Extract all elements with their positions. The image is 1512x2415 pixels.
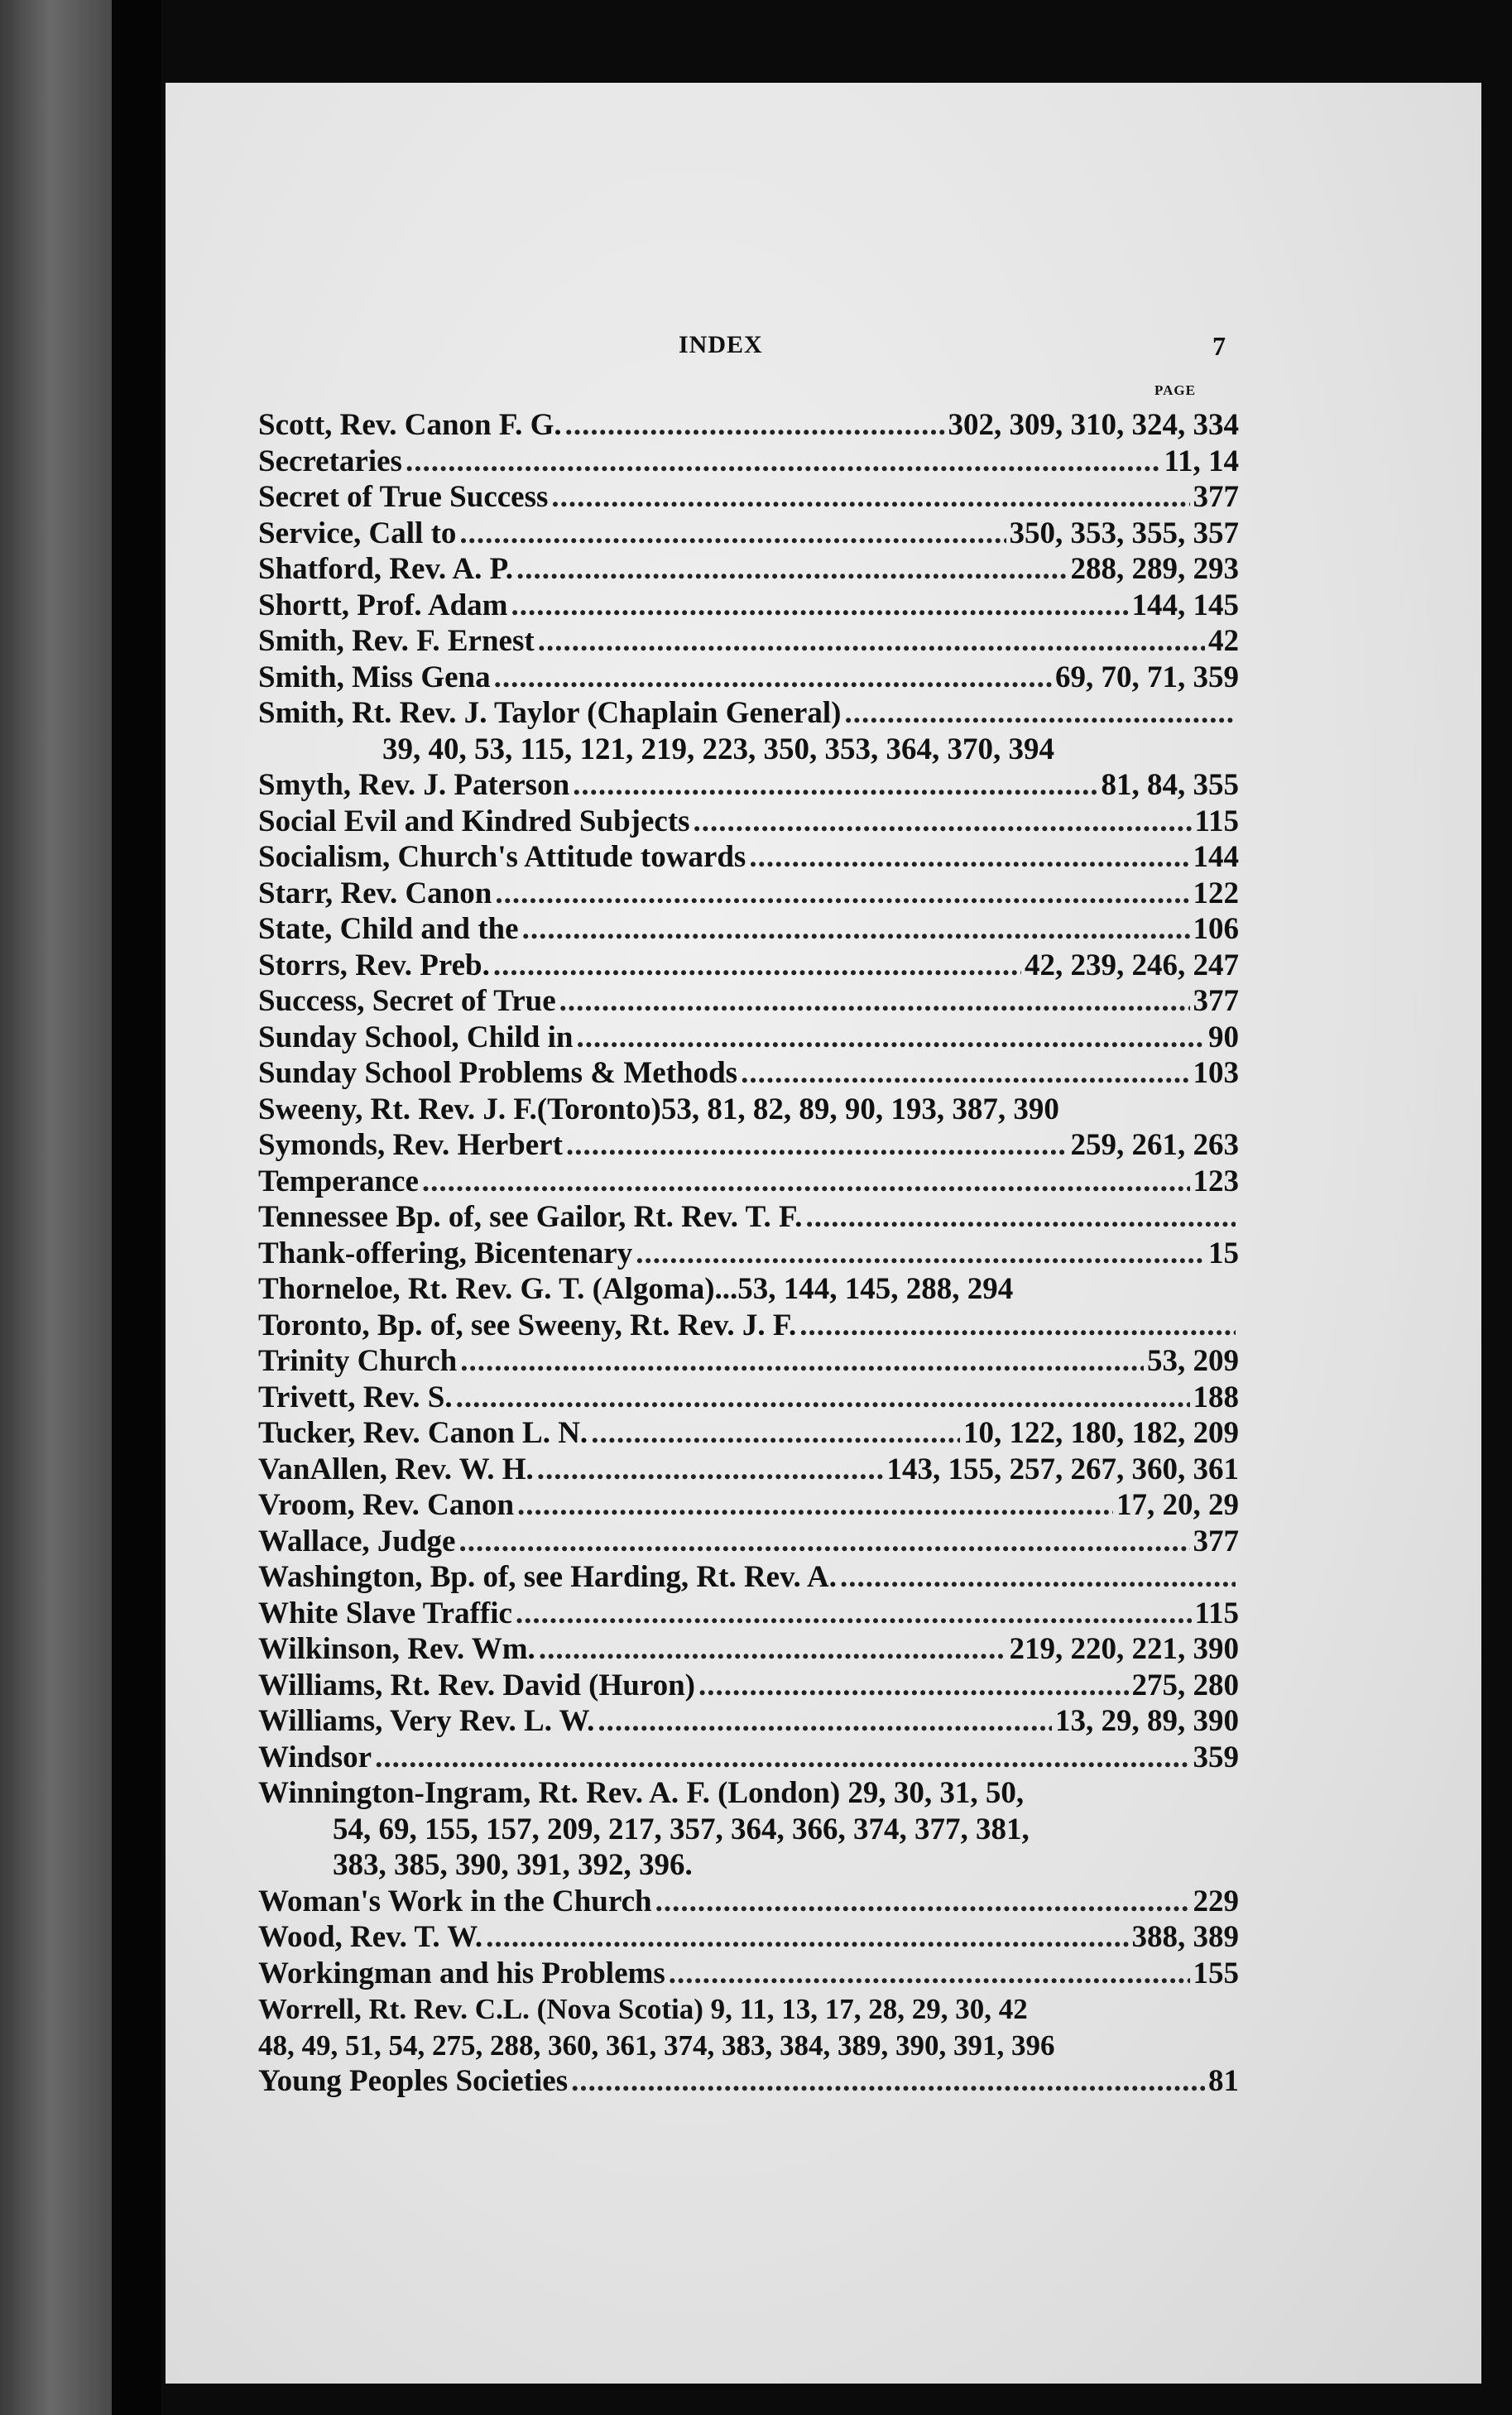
page-column-label: PAGE [1154, 382, 1196, 398]
index-entry [258, 876, 1239, 912]
index-entry [258, 1308, 1239, 1344]
entry-pages: 219, 220, 221, 390 [1009, 1632, 1239, 1666]
page-title: INDEX [679, 331, 763, 358]
index-entry-full: Sweeny, Rt. Rev. J. F.(Toronto)53, 81, 82, 89, 90, 193, 387, 390 [258, 1092, 1059, 1126]
entry-pages: 15 [1208, 1236, 1239, 1270]
entry-pages: 350, 353, 355, 357 [1009, 516, 1239, 550]
entry-pages: 155 [1193, 1956, 1239, 1990]
index-entry [258, 1524, 1239, 1560]
index-entry [258, 1415, 1239, 1452]
index-entry [258, 1596, 1239, 1632]
index-entry [258, 1199, 1239, 1236]
index-entry [258, 695, 1239, 732]
entry-name: Tennessee Bp. of, see Gailor, Rt. Rev. T. F. [258, 1200, 803, 1234]
entry-continuation: 54, 69, 155, 157, 209, 217, 357, 364, 366, 374, 377, 381, [333, 1812, 1030, 1846]
entry-name: Scott, Rev. Canon F. G. [258, 408, 562, 442]
entry-name: Vroom, Rev. Canon [258, 1488, 515, 1522]
index-entry [258, 1343, 1239, 1380]
entry-continuation: 48, 49, 51, 54, 275, 288, 360, 361, 374, 383, 384, 389, 390, 391, 396 [258, 2029, 1055, 2062]
index-entry [258, 1236, 1239, 1272]
entry-pages: 377 [1193, 480, 1239, 514]
index-entry [258, 1631, 1239, 1668]
entry-pages: 10, 122, 180, 182, 209 [963, 1416, 1239, 1450]
entry-name: VanAllen, Rev. W. H. [258, 1452, 534, 1486]
entry-name: Williams, Rt. Rev. David (Huron) [258, 1668, 695, 1702]
entry-name: Wilkinson, Rev. Wm. [258, 1632, 535, 1666]
entry-name: Sunday School Problems & Methods [258, 1056, 738, 1090]
entry-pages: 229 [1193, 1884, 1239, 1918]
entry-name: Social Evil and Kindred Subjects [258, 804, 690, 838]
entry-pages: 42 [1208, 624, 1239, 658]
index-entry [258, 1487, 1239, 1524]
index-entry [258, 1020, 1239, 1056]
entry-pages: 359 [1193, 1740, 1239, 1774]
entry-pages: 288, 289, 293 [1070, 552, 1239, 586]
entry-pages: 259, 261, 263 [1070, 1128, 1239, 1162]
page-number: 7 [1212, 331, 1226, 361]
index-entry [258, 1919, 1239, 1956]
index-entry [258, 1127, 1239, 1164]
entry-continuation: 39, 40, 53, 115, 121, 219, 223, 350, 353, 364, 370, 394 [382, 732, 1054, 766]
entry-name: Tucker, Rev. Canon L. N. [258, 1416, 588, 1450]
entry-pages: 81, 84, 355 [1101, 768, 1239, 802]
entry-pages: 115 [1194, 1596, 1239, 1630]
index-entry [258, 551, 1239, 588]
entry-name: Toronto, Bp. of, see Sweeny, Rt. Rev. J. F. [258, 1308, 797, 1342]
entry-name: Smith, Rev. F. Ernest [258, 624, 535, 658]
entry-pages: 13, 29, 89, 390 [1055, 1704, 1239, 1738]
index-entry [258, 911, 1239, 948]
entry-pages: 17, 20, 29 [1116, 1488, 1239, 1522]
index-entry [258, 1956, 1239, 1992]
entry-name: Shatford, Rev. A. P. [258, 552, 514, 586]
entry-name: Smith, Rt. Rev. J. Taylor (Chaplain General) [258, 696, 842, 730]
index-entry [258, 1703, 1239, 1740]
adjacent-page-edge [0, 0, 112, 2415]
entry-pages: 69, 70, 71, 359 [1055, 660, 1239, 694]
index-entry [258, 516, 1239, 552]
index-entry [258, 1884, 1239, 1920]
index-entry-full: Worrell, Rt. Rev. C.L. (Nova Scotia) 9, 11, 13, 17, 28, 29, 30, 42 [258, 1993, 1028, 2025]
index-entry [258, 1055, 1239, 1092]
entry-name: Thank-offering, Bicentenary [258, 1236, 633, 1270]
index-entry [258, 983, 1239, 1020]
entry-pages: 11, 14 [1164, 444, 1239, 478]
entry-name: Success, Secret of True [258, 984, 556, 1018]
entry-pages: 115 [1194, 804, 1239, 838]
entry-pages: 42, 239, 246, 247 [1025, 948, 1239, 982]
index-entry [258, 444, 1239, 480]
entry-name: Secretaries [258, 444, 402, 478]
entry-name: Socialism, Church's Attitude towards [258, 840, 746, 874]
entry-pages: 275, 280 [1131, 1668, 1239, 1702]
index-entry [258, 1559, 1239, 1596]
entry-pages: 123 [1193, 1164, 1239, 1198]
index-entry [258, 1164, 1239, 1200]
entry-name: Windsor [258, 1740, 372, 1774]
entry-name: Wallace, Judge [258, 1524, 456, 1558]
index-entry [258, 948, 1239, 984]
entry-pages: 81 [1208, 2064, 1239, 2098]
index-page [166, 83, 1481, 2384]
entry-name: Shortt, Prof. Adam [258, 588, 508, 622]
entry-name: Trinity Church [258, 1344, 458, 1378]
entry-pages: 302, 309, 310, 324, 334 [948, 408, 1239, 442]
entry-continuation: 383, 385, 390, 391, 392, 396. [333, 1848, 693, 1882]
index-entry [258, 479, 1239, 516]
entry-name: State, Child and the [258, 912, 519, 946]
entry-name: Starr, Rev. Canon [258, 876, 492, 910]
book-gutter [112, 0, 161, 2415]
entry-pages: 188 [1193, 1380, 1239, 1414]
entry-name: Secret of True Success [258, 480, 549, 514]
entry-name: Storrs, Rev. Preb. [258, 948, 490, 982]
entry-pages: 103 [1193, 1056, 1239, 1090]
index-entry [258, 2063, 1239, 2100]
entry-pages: 144 [1193, 840, 1239, 874]
entry-name: Service, Call to [258, 516, 457, 550]
index-entry [258, 1668, 1239, 1704]
index-entry [258, 1380, 1239, 1416]
entry-name: Smith, Miss Gena [258, 660, 491, 694]
entry-pages: 144, 145 [1131, 588, 1239, 622]
entry-name: Woman's Work in the Church [258, 1884, 652, 1918]
index-entry-full: Thorneloe, Rt. Rev. G. T. (Algoma)...53, 144, 145, 288, 294 [258, 1272, 1014, 1306]
entry-pages: 53, 209 [1147, 1344, 1239, 1378]
index-entry [258, 1740, 1239, 1776]
running-head [166, 331, 1481, 364]
index-entries [258, 407, 1239, 2100]
index-entry [258, 588, 1239, 624]
entry-pages: 106 [1193, 912, 1239, 946]
entry-name: Trivett, Rev. S. [258, 1380, 453, 1414]
entry-pages: 122 [1193, 876, 1239, 910]
entry-name: Williams, Very Rev. L. W. [258, 1704, 595, 1738]
entry-pages: 377 [1193, 1524, 1239, 1558]
entry-name: Washington, Bp. of, see Harding, Rt. Rev. A. [258, 1560, 837, 1594]
entry-name: Symonds, Rev. Herbert [258, 1128, 563, 1162]
index-entry [258, 767, 1239, 804]
entry-pages: 143, 155, 257, 267, 360, 361 [886, 1452, 1239, 1486]
index-entry [258, 623, 1239, 660]
entry-name: Smyth, Rev. J. Paterson [258, 768, 570, 802]
entry-name: Temperance [258, 1164, 419, 1198]
index-entry-full: Winnington-Ingram, Rt. Rev. A. F. (London) 29, 30, 31, 50, [258, 1776, 1025, 1810]
entry-pages: 388, 389 [1131, 1920, 1239, 1954]
index-entry [258, 660, 1239, 696]
entry-name: Workingman and his Problems [258, 1956, 665, 1990]
entry-pages: 377 [1193, 984, 1239, 1018]
entry-name: Young Peoples Societies [258, 2064, 569, 2098]
index-entry [258, 1452, 1239, 1488]
entry-name: White Slave Traffic [258, 1596, 512, 1630]
index-entry [258, 804, 1239, 840]
entry-name: Wood, Rev. T. W. [258, 1920, 483, 1954]
index-entry [258, 407, 1239, 444]
entry-pages: 90 [1208, 1020, 1239, 1054]
entry-name: Sunday School, Child in [258, 1020, 574, 1054]
index-entry [258, 839, 1239, 876]
